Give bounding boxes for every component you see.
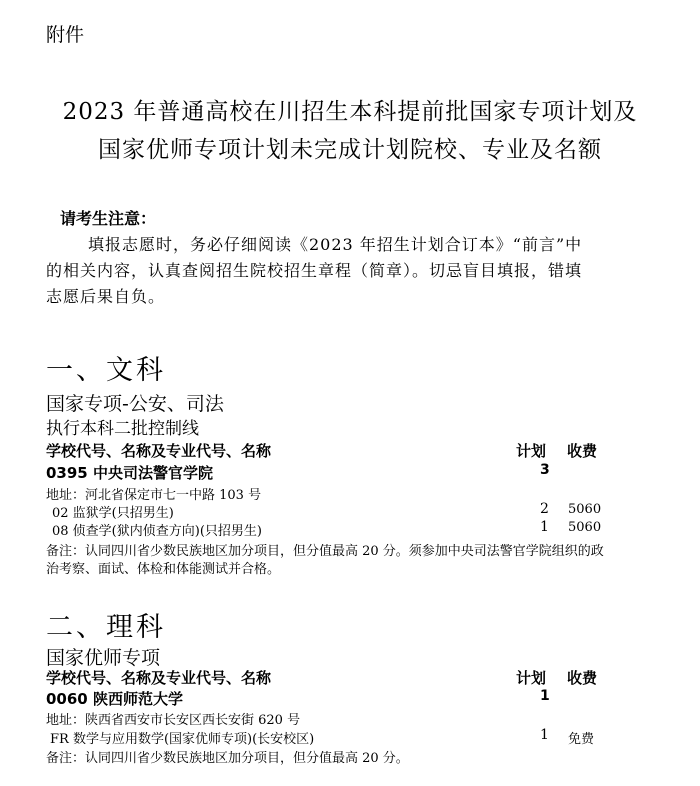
notice-line: 志愿后果自负。 <box>46 287 166 306</box>
header-name: 学校代号、名称及专业代号、名称 <box>46 669 272 687</box>
category-heading: 国家优师专项 <box>46 647 161 669</box>
header-fee: 收费 <box>567 442 598 460</box>
control-line-heading: 执行本科二批控制线 <box>46 419 199 439</box>
major-fee: 5060 <box>568 502 602 517</box>
appendix-label: 附件 <box>46 24 85 46</box>
school-note: 治考察、面试、体检和体能测试并合格。 <box>46 562 281 577</box>
header-fee: 收费 <box>567 669 598 687</box>
school-address: 地址：河北省保定市七一中路 103 号 <box>46 488 262 503</box>
document-title-line2: 国家优师专项计划未完成计划院校、专业及名额 <box>98 137 602 163</box>
major-fee: 免费 <box>568 732 595 747</box>
school-address: 地址：陕西省西安市长安区西长安街 620 号 <box>46 713 301 728</box>
school-plan: 3 <box>540 462 550 478</box>
school-code-name: 0395 中央司法警官学院 <box>46 464 213 482</box>
notice-heading: 请考生注意： <box>60 209 157 228</box>
header-plan: 计划 <box>516 442 547 460</box>
major-name: 02 监狱学(只招男生) <box>52 506 174 521</box>
notice-line: 填报志愿时，务必仔细阅读《2023 年招生计划合订本》“前言”中 <box>88 235 583 254</box>
header-name: 学校代号、名称及专业代号、名称 <box>46 442 272 460</box>
major-name: 08 侦查学(狱内侦查方向)(只招男生) <box>52 524 262 539</box>
category-heading: 国家专项-公安、司法 <box>46 393 224 415</box>
section-heading-science: 二、理科 <box>46 612 166 643</box>
header-plan: 计划 <box>516 669 547 687</box>
section-heading-liberal-arts: 一、文科 <box>46 355 166 386</box>
major-plan: 1 <box>540 519 549 535</box>
major-name: FR 数学与应用数学(国家优师专项)(长安校区) <box>50 732 315 747</box>
major-plan: 2 <box>540 501 549 517</box>
school-plan: 1 <box>540 688 550 704</box>
school-note: 备注：认同四川省少数民族地区加分项目，但分值最高 20 分。须参加中央司法警官学院组织的政 <box>46 544 604 559</box>
school-note: 备注：认同四川省少数民族地区加分项目，但分值最高 20 分。 <box>46 751 409 766</box>
notice-line: 的相关内容，认真查阅招生院校招生章程（简章）。切忌盲目填报，错填 <box>46 261 583 280</box>
major-fee: 5060 <box>568 520 602 535</box>
major-plan: 1 <box>540 727 549 743</box>
school-code-name: 0060 陕西师范大学 <box>46 690 183 708</box>
document-title-line1: 2023 年普通高校在川招生本科提前批国家专项计划及 <box>62 99 638 125</box>
